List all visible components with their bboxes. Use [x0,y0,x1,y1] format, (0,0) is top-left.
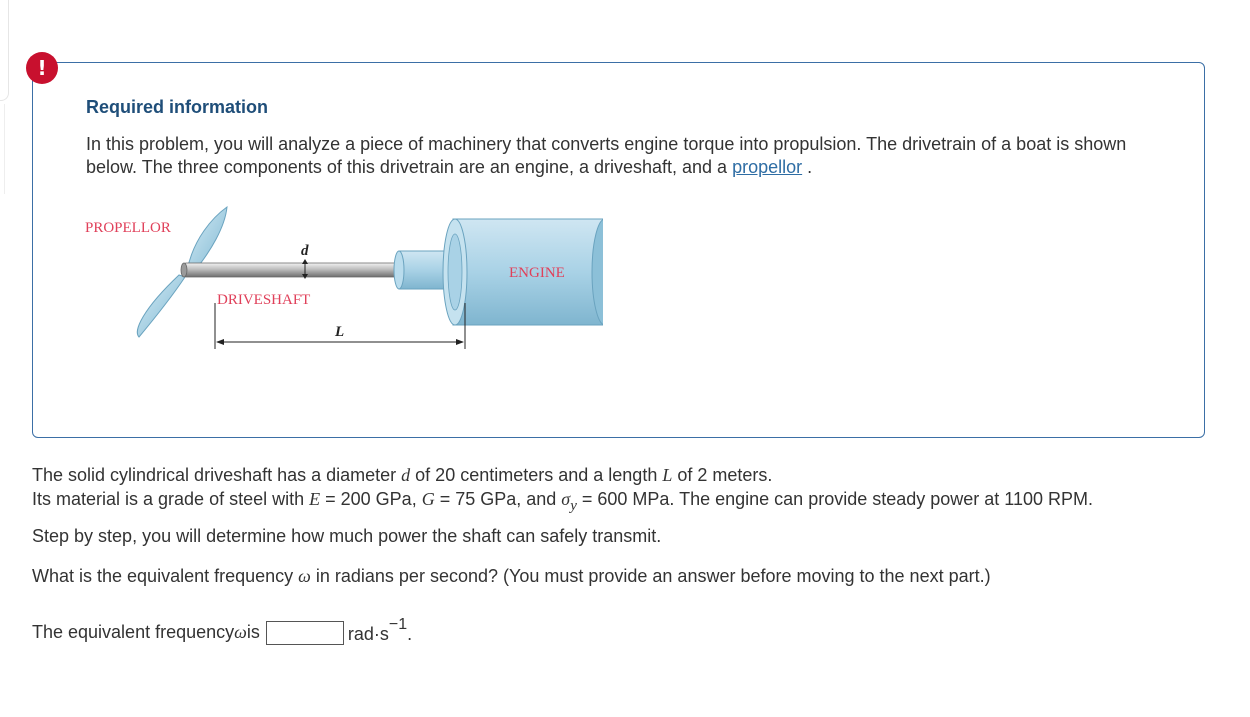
question-text: What is the equivalent frequency ω in radians per second? (You must provide an answer before moving to the next part.) [32,566,991,586]
frequency-answer-input[interactable] [266,621,344,645]
intro-end: . [802,157,813,177]
answer-prefix: The equivalent frequency [32,622,235,642]
intro-text: In this problem, you will analyze a piece of machinery that converts engine torque into propulsion. The drivetrain of a boat is shown below. The three components of this drivetrain are an engine, a driveshaft, and a [86,134,1127,177]
left-panel-divider [0,104,5,194]
label-engine: ENGINE [509,265,565,281]
figure-labels [83,213,383,313]
left-panel-edge [0,0,9,101]
answer-omega: ω [234,622,247,642]
label-L: L [335,324,345,340]
alert-icon: ! [26,52,58,84]
problem-line-3: Step by step, you will determine how much power the shaft can safely transmit. [32,525,662,546]
label-d: d [301,243,309,259]
problem-statement [32,463,1222,548]
answer-row [32,616,413,645]
label-driveshaft: DRIVESHAFT [217,292,311,308]
intro-paragraph [86,133,1166,179]
problem-line-1: The solid cylindrical driveshaft has a diameter d of 20 centimeters and a length L of 2 meters. [32,465,773,485]
answer-unit: $rad\cdot s^{-1}$. [347,616,413,644]
problem-line-2: Its material is a grade of steel with E = 200 GPa, G = 75 GPa, and $\sigma_y = 600$ MPa. The engine can provide steady power at 1100 RPM. [32,489,1094,514]
required-information-box [32,62,1205,438]
propellor-link[interactable]: propellor [732,157,803,177]
required-information-title: Required information [86,97,269,117]
answer-is: is [246,622,260,642]
label-propellor-text: PROPELLOR [85,220,171,236]
